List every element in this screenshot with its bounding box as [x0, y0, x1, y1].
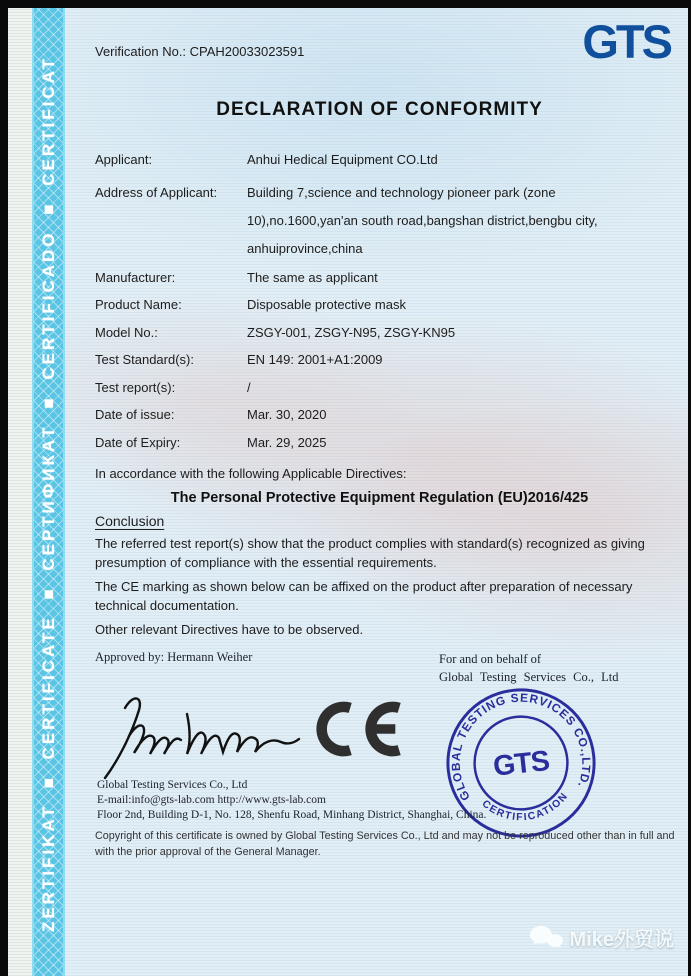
- field-label: Address of Applicant:: [95, 184, 218, 200]
- address-line: anhuiprovince,china: [247, 240, 363, 256]
- signature-image: [95, 690, 305, 782]
- field-label: Manufacturer:: [95, 269, 176, 285]
- guilloche-edge-strip: [8, 8, 32, 976]
- footer-email-web: E-mail:info@gts-lab.com http://www.gts-lab.com: [97, 794, 326, 806]
- field-value: /: [247, 379, 251, 395]
- verification-number: Verification No.: CPAH20033023591: [95, 44, 305, 59]
- conclusion-paragraph-3: Other relevant Directives have to be observed.: [95, 622, 364, 637]
- field-label: Date of issue:: [95, 407, 175, 422]
- field-value: The same as applicant: [247, 269, 378, 285]
- field-row-applicant: [95, 151, 664, 170]
- address-line: Building 7,science and technology pioneer park (zone: [247, 184, 556, 200]
- gts-logo: GTS: [582, 15, 670, 68]
- fields-table: [95, 151, 664, 452]
- field-value: EN 149: 2001+A1:2009: [247, 352, 383, 367]
- approved-by: Approved by: Hermann Weiher: [95, 650, 253, 664]
- multilingual-ribbon: [32, 8, 65, 976]
- directives-intro: In accordance with the following Applicable Directives:: [95, 466, 407, 481]
- field-row-product-name: [95, 296, 664, 315]
- stamps-and-footer: [95, 688, 675, 868]
- field-row-address: [95, 179, 664, 263]
- ce-mark-icon: [307, 700, 403, 758]
- field-value: [247, 179, 664, 263]
- field-label: Model No.:: [95, 324, 158, 340]
- field-row-test-standard: [95, 351, 664, 370]
- copyright-notice: Copyright of this certificate is owned by Global Testing Services Co., Ltd and may not be reproduced other than in full and with the prior approval of the General Manager.: [95, 830, 675, 858]
- footer-contact-block: [97, 778, 486, 823]
- conclusion-heading: Conclusion: [95, 513, 165, 529]
- field-value: Mar. 30, 2020: [247, 407, 327, 422]
- field-label: Date of Expiry:: [95, 434, 181, 450]
- field-value: Mar. 29, 2025: [247, 434, 327, 450]
- watermark-text: Mike外贸说: [569, 929, 674, 951]
- footer-address: Floor 2nd, Building D-1, No. 128, Shenfu Road, Minhang District, Shanghai, China.: [97, 809, 487, 821]
- field-value: Anhui Hedical Equipment CO.Ltd: [247, 152, 438, 167]
- field-label: Test report(s):: [95, 379, 176, 395]
- conclusion-paragraph-2: The CE marking as shown below can be affixed on the product after preparation of necessary technical documentation.: [95, 579, 633, 613]
- address-line: 10),no.1600,yan'an south road,bangshan district,bengbu city,: [247, 212, 598, 228]
- ribbon-text-wrap: [34, 8, 67, 976]
- regulation-title: The Personal Protective Equipment Regulation (EU)2016/425: [170, 490, 589, 506]
- footer-company: Global Testing Services Co., Ltd: [97, 779, 248, 791]
- behalf-line2: Global Testing Services Co., Ltd: [439, 670, 619, 684]
- seal-bottom-text: CERTIFICATION: [479, 790, 571, 824]
- seal-ring-text: GLOBAL TESTING SERVICES CO.,LTD.: [448, 690, 594, 804]
- page-title: DECLARATION OF CONFORMITY: [216, 99, 543, 120]
- field-label: Test Standard(s):: [95, 352, 194, 367]
- field-value: ZSGY-001, ZSGY-N95, ZSGY-KN95: [247, 324, 456, 340]
- seal-center-text: GTS: [491, 745, 551, 783]
- field-value: Disposable protective mask: [247, 297, 406, 312]
- conclusion-paragraph-1: The referred test report(s) show that the product complies with standard(s) recognized as giving presumption of compliance with the essential requirements.: [95, 536, 645, 570]
- field-row-manufacturer: [95, 269, 664, 288]
- field-row-date-issue: [95, 406, 664, 425]
- watermark: [529, 923, 674, 952]
- field-row-model-no: [95, 324, 664, 343]
- ribbon-vertical-text: ZERTIFIKAT ■ CERTIFICATE ■ СЕРТИФИКАТ ■ CERTIFICADO ■ CERTIFICAT: [39, 55, 58, 933]
- gts-certification-seal: [434, 676, 608, 850]
- field-label: Product Name:: [95, 297, 182, 312]
- field-row-test-report: [95, 379, 664, 398]
- field-label: Applicant:: [95, 152, 153, 167]
- chat-bubbles-icon: [529, 925, 563, 951]
- field-row-date-expiry: [95, 434, 664, 453]
- certificate-body: [65, 8, 688, 976]
- behalf-line1: For and on behalf of: [439, 652, 542, 666]
